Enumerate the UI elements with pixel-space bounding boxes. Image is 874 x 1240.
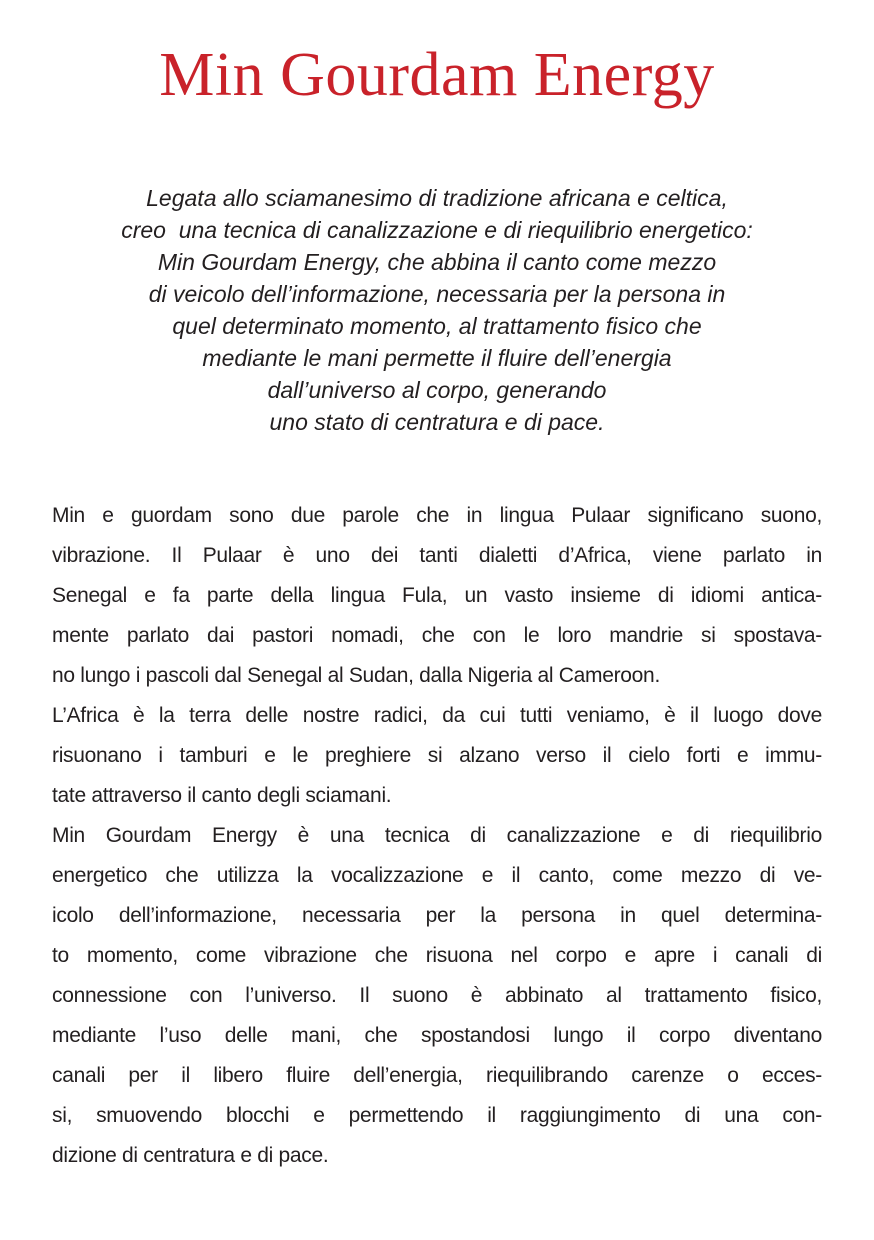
body-line: connessione con l’universo. Il suono è abbinato al trattamento fisico, <box>52 984 822 1007</box>
body-line: dizione di centratura e di pace. <box>52 1144 329 1167</box>
body-line: icolo dell’informazione, necessaria per la persona in quel determina- <box>52 904 822 927</box>
body-line: to momento, come vibrazione che risuona nel corpo e apre i canali di <box>52 944 822 967</box>
body-line: L’Africa è la terra delle nostre radici, da cui tutti veniamo, è il luogo dove <box>52 704 822 727</box>
body-line: mediante l’uso delle mani, che spostandosi lungo il corpo diventano <box>52 1024 822 1047</box>
intro-line: quel determinato momento, al trattamento fisico che <box>172 313 702 339</box>
intro-line: uno stato di centratura e di pace. <box>269 409 605 435</box>
body-line: energetico che utilizza la vocalizzazione e il canto, come mezzo di ve- <box>52 864 822 887</box>
body-line: tate attraverso il canto degli sciamani. <box>52 784 392 807</box>
intro-line: mediante le mani permette il fluire dell’energia <box>202 345 672 371</box>
body-line: Senegal e fa parte della lingua Fula, un vasto insieme di idiomi antica- <box>52 584 822 607</box>
body-line: vibrazione. Il Pulaar è uno dei tanti dialetti d’Africa, viene parlato in <box>52 544 822 567</box>
page-title: Min Gourdam Energy <box>159 41 715 109</box>
intro-line: dall’universo al corpo, generando <box>267 377 607 403</box>
body-line: risuonano i tamburi e le preghiere si alzano verso il cielo forti e immu- <box>52 744 822 767</box>
intro-line: Legata allo sciamanesimo di tradizione africana e celtica, <box>146 185 728 211</box>
body-line: canali per il libero fluire dell’energia, riequilibrando carenze o ecces- <box>52 1064 822 1087</box>
intro-line: di veicolo dell’informazione, necessaria per la persona in <box>148 281 726 307</box>
body-line: Min e guordam sono due parole che in lingua Pulaar significano suono, <box>52 504 822 527</box>
body-line: mente parlato dai pastori nomadi, che con le loro mandrie si spostava- <box>52 624 822 647</box>
body-line: si, smuovendo blocchi e permettendo il raggiungimento di una con- <box>52 1104 822 1127</box>
intro-quote <box>0 182 874 438</box>
intro-line: creo una tecnica di canalizzazione e di riequilibrio energetico: <box>121 217 753 243</box>
body-line: no lungo i pascoli dal Senegal al Sudan, dalla Nigeria al Cameroon. <box>52 664 660 687</box>
intro-line: Min Gourdam Energy, che abbina il canto come mezzo <box>157 249 717 275</box>
body-line: Min Gourdam Energy è una tecnica di canalizzazione e di riequilibrio <box>52 824 822 847</box>
body-text <box>52 496 822 1176</box>
